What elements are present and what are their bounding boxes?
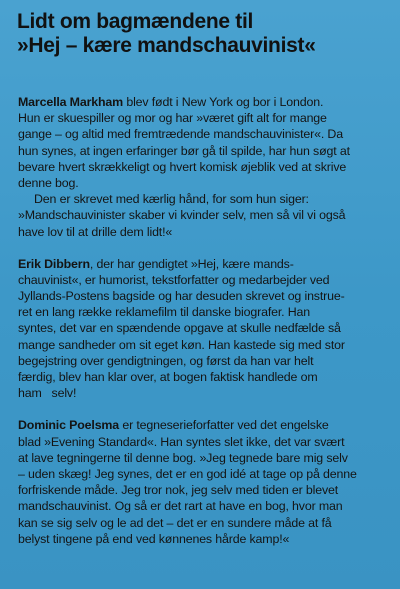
text-line: ham selv! bbox=[18, 386, 77, 401]
text-line: ret en lang række reklamefilm til danske biografer. Han bbox=[18, 305, 311, 320]
article-body bbox=[18, 94, 390, 547]
text-line: »Mandschauvinister skaber vi kvinder selv, men så vil vi også bbox=[18, 208, 346, 223]
text-line: begejstring over gendigtningen, og først da han var helt bbox=[18, 353, 314, 368]
text-line: mange sandheder om sit eget køn. Han kastede sig med stor bbox=[18, 337, 345, 352]
text-line: blev født i New York og bor i London. bbox=[123, 95, 324, 109]
page-title bbox=[17, 10, 387, 58]
text-line: er tegneserieforfatter ved det engelske bbox=[119, 418, 329, 433]
text-line: Den er skrevet med kærlig hånd, for som hun siger: bbox=[34, 192, 309, 207]
text-line: kan se sig selv og le ad det – det er en sundere måde at få bbox=[18, 515, 332, 530]
text-line: , der har gendigtet »Hej, kære mands- bbox=[89, 256, 294, 271]
paragraph-dominic bbox=[18, 417, 390, 547]
text-line: mandschauvinist. Og så er det rart at have en bog, hvor man bbox=[18, 499, 343, 514]
paragraph-erik bbox=[18, 256, 390, 402]
text-line: forfriskende måde. Jeg tror nok, jeg selv med tiden er blevet bbox=[18, 483, 339, 498]
author-name-marcella: Marcella Markham bbox=[18, 95, 124, 109]
paragraph-marcella bbox=[18, 94, 390, 240]
text-line: færdig, blev han klar over, at bogen faktisk handlede om bbox=[18, 370, 318, 384]
text-line: Hun er skuespiller og mor og har »været gift alt for mange bbox=[18, 111, 327, 126]
author-name-dominic: Dominic Poelsma bbox=[18, 418, 120, 433]
text-line: blad »Evening Standard«. Han syntes slet ikke, det var svært bbox=[18, 434, 345, 449]
text-line: denne bog. bbox=[18, 175, 79, 190]
paragraph-gap bbox=[18, 240, 390, 256]
paragraph-gap bbox=[18, 401, 390, 417]
text-line: at lave tegningerne til denne bog. »Jeg tegnede bare mig selv bbox=[18, 450, 348, 465]
text-line: hun synes, at ingen erfaringer bør gå til spilde, har hun søgt at bbox=[18, 143, 350, 158]
text-line: chauvinist«, er humorist, tekstforfatter og medarbejder ved bbox=[18, 272, 330, 287]
text-line: have lov til at drille dem lidt!« bbox=[18, 224, 173, 239]
author-name-erik: Erik Dibbern bbox=[18, 256, 90, 271]
text-line: Jyllands-Postens bagside og har desuden skrevet og instrue- bbox=[18, 289, 345, 304]
title-line-2: »Hej – kære mandschauvinist« bbox=[17, 34, 316, 57]
text-line: – uden skæg! Jeg synes, det er en god idé at tage op på denne bbox=[18, 466, 357, 481]
text-line: bevare hvert skrækkeligt og hvert komisk øjeblik ved at skrive bbox=[18, 159, 347, 174]
text-line: belyst tingene på end ved kønnenes hårde kamp!« bbox=[18, 531, 290, 546]
text-line: gange – og altid med fremtrædende mandschauvinister«. Da bbox=[18, 127, 343, 142]
title-line-1: Lidt om bagmændene til bbox=[17, 10, 254, 33]
text-line: syntes, det var en spændende opgave at skulle nedfælde så bbox=[18, 321, 341, 336]
